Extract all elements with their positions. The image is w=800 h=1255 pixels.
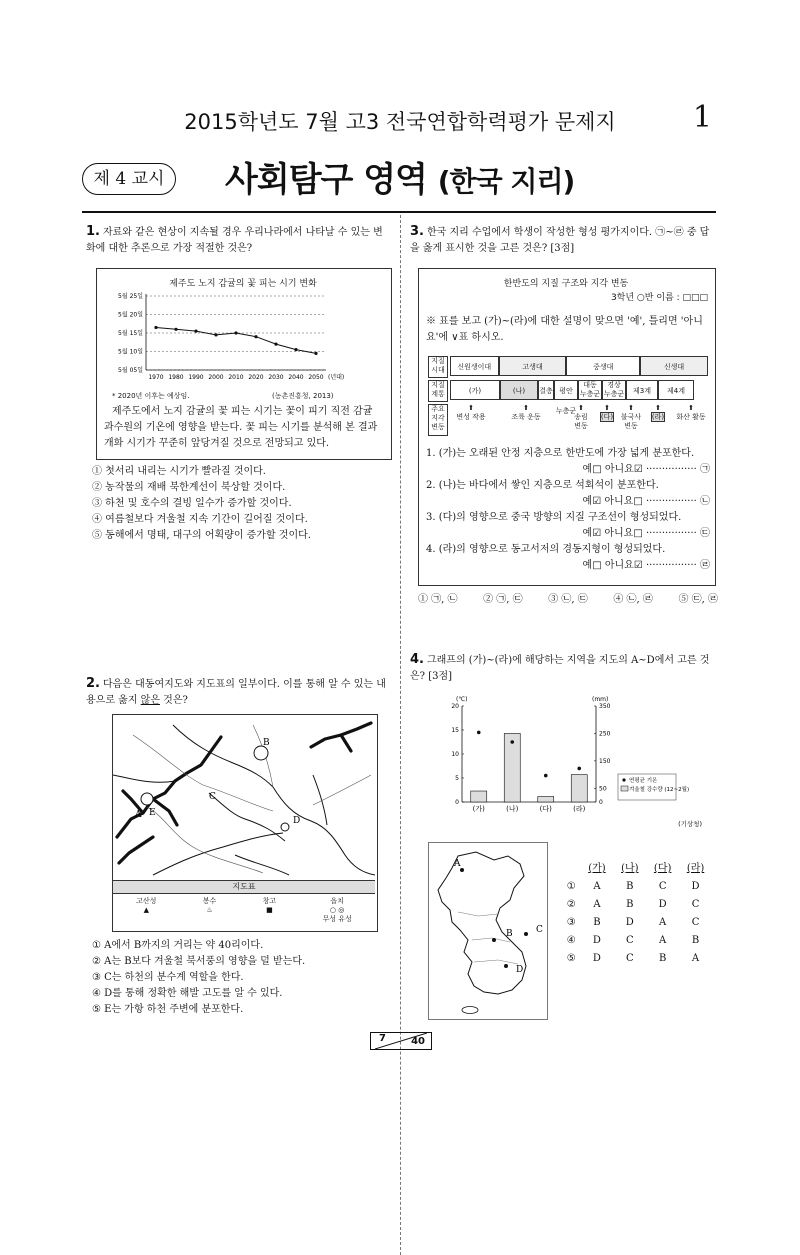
q4-climate-chart [440, 694, 710, 834]
legend-temp-label: 연평균 기온 [629, 778, 658, 784]
movement-7: ⬆ 화산 활동 [676, 404, 706, 421]
q4-choice-1[interactable] [562, 878, 712, 896]
cell: A [593, 899, 601, 910]
q4-col-ra: (라) [686, 863, 705, 874]
q2-stem [86, 676, 392, 709]
legend-storage [263, 896, 277, 924]
q4-choice-3-num: ③ [566, 917, 576, 928]
q1-choice-4[interactable]: ④ 여름철보다 겨울철 지속 기간이 길어질 것이다. [92, 514, 308, 525]
map-label-A: A [135, 810, 142, 820]
movement-3: ⬆ 송림 변동 [574, 404, 588, 430]
cell: C [625, 935, 634, 946]
legend-title: 지도표 [113, 881, 375, 894]
q3-choices [418, 592, 718, 608]
q3-choice-4[interactable]: ④ ㉡, ㉣ [613, 594, 653, 605]
cell: C [691, 899, 700, 910]
q1-choice-5[interactable]: ⑤ 동해에서 명태, 대구의 어획량이 증가할 것이다. [92, 530, 311, 541]
statement-4-answer[interactable]: 예□ 아니요☑ ················ ㉣ [582, 560, 710, 571]
q4-korea-map [428, 842, 548, 1020]
movement-2-label: 조륙 운동 [511, 413, 541, 421]
q4-choice-5[interactable] [562, 950, 712, 968]
y-right-tick: 250 [599, 730, 611, 738]
statement-2: 2. (나)는 바다에서 쌓인 지층으로 석회석이 분포한다. [426, 480, 659, 491]
cell: D [592, 935, 601, 946]
stratum-gap: 결층 [538, 380, 554, 400]
x-tick-label: 1980 [168, 374, 184, 381]
point-A [460, 868, 464, 872]
beacon-icon: ♨ [206, 906, 213, 914]
cell: B [593, 917, 601, 928]
x-tick-label: 2020 [248, 374, 264, 381]
y-right-tick: 0 [599, 799, 603, 806]
data-point [294, 348, 297, 351]
movement-7-label: 화산 활동 [676, 413, 706, 421]
legend-sub-no-wall: 무성 [322, 915, 337, 923]
stratum-quaternary: 제4계 [658, 380, 694, 400]
row-label-movement: 주요 지각 변동 [428, 404, 448, 436]
q4-number: 4. [410, 652, 424, 667]
q2-text-a: 다음은 대동여지도와 지도표의 일부이다. 이를 통해 알 수 있는 내용으로 옳지 [86, 679, 386, 706]
point-C [524, 932, 528, 936]
x-tick-label: 1990 [188, 374, 204, 381]
y-left-tick: 0 [455, 799, 459, 806]
q3-choice-3[interactable]: ③ ㉡, ㉢ [548, 594, 588, 605]
stratum-gyeongsang: 경상 누층군 [603, 381, 625, 398]
data-point [254, 335, 257, 338]
subject-title [225, 152, 574, 201]
q1-line-chart [100, 288, 390, 388]
korea-label-A: A [454, 859, 461, 869]
town-icons: ○ ◎ [329, 906, 345, 914]
map-label-E: E [149, 808, 156, 818]
stratum-pyeongan: 평안 누층군 [554, 380, 578, 400]
legend-town-label: 읍치 [330, 897, 344, 905]
q1-number: 1. [86, 224, 100, 239]
q1-choice-3[interactable]: ③ 하천 및 호수의 결빙 일수가 증가할 것이다. [92, 498, 292, 509]
movement-6: ⬆ (라) [651, 404, 665, 421]
q4-text: 그래프의 (가)~(라)에 해당하는 지역을 지도의 A~D에서 고른 것은? [3점] [410, 655, 710, 682]
x-category: (라) [573, 805, 586, 813]
era-4: 신생대 [640, 356, 708, 376]
statement-1-answer[interactable]: 예□ 아니요☑ ················ ㉠ [582, 464, 710, 475]
bar [471, 791, 487, 802]
q4-stem [410, 652, 716, 685]
exam-title: 2015학년도 7월 고3 전국연합학력평가 문제지 [184, 110, 616, 134]
q2-text-underline: 않은 [140, 695, 160, 706]
q4-col-na: (나) [621, 863, 639, 874]
q2-text-b: 것은? [160, 695, 188, 706]
session-label: 제 4 교시 [82, 163, 176, 195]
town-sub [323, 914, 352, 924]
chart-source: (기상청) [678, 820, 702, 828]
q2-choice-5[interactable]: ⑤ E는 가항 하천 주변에 분포한다. [92, 1004, 244, 1015]
cell: B [691, 935, 700, 946]
stratum-ga: (가) [450, 380, 500, 400]
q1-choice-1[interactable]: ① 첫서리 내리는 시기가 빨라질 것이다. [92, 466, 266, 477]
y-tick-label: 5월 10일 [118, 348, 143, 356]
data-point [214, 333, 217, 336]
q3-number: 3. [410, 224, 424, 239]
q1-chart-title: 제주도 노지 감귤의 꽃 피는 시기 변화 [169, 279, 317, 289]
statement-2-answer[interactable]: 예☑ 아니요□ ················ ㉡ [582, 496, 710, 507]
legend-fortress [136, 896, 156, 924]
statement-1: 1. (가)는 오래된 안정 지층으로 한반도에 가장 넓게 분포한다. [426, 448, 695, 459]
data-point [174, 328, 177, 331]
korea-label-B: B [506, 929, 513, 939]
cell: A [659, 935, 667, 946]
q4-choice-5-num: ⑤ [566, 953, 576, 964]
movement-6-label: (라) [651, 413, 665, 421]
era-3: 중생대 [566, 356, 640, 376]
movement-2: ⬆ 조륙 운동 [511, 404, 541, 421]
town-B [254, 746, 268, 760]
statement-3-answer[interactable]: 예☑ 아니요□ ················ ㉢ [582, 528, 710, 539]
q3-geo-table [428, 352, 708, 438]
legend-items [113, 896, 375, 924]
movement-1-label: 변성 작용 [456, 413, 486, 421]
cell: D [592, 953, 601, 964]
q2-choice-2[interactable]: ② A는 B보다 겨울철 북서풍의 영향을 덜 받는다. [92, 956, 306, 967]
y-right-tick: 150 [599, 757, 611, 765]
y-tick-label: 5월 25일 [118, 293, 143, 300]
era-2: 고생대 [499, 356, 567, 376]
data-point [194, 330, 197, 333]
x-tick-label: 2050 [308, 374, 324, 381]
temp-point [477, 731, 481, 735]
q1-passage: 제주도에서 노지 감귤의 꽃 피는 시기는 꽃이 피기 직전 감귤 과수원의 기온에 영향을 받는다. 꽃 피는 시기를 분석해 본 결과 개화 시기가 꾸준히 앞당겨질 것으로 전망되고 있다. [104, 406, 378, 449]
point-B [492, 938, 496, 942]
q3-stem [410, 224, 716, 257]
row-label-era: 지질 시대 [428, 356, 448, 378]
subject-sub: (한국 지리) [437, 165, 575, 198]
y-left-tick: 10 [451, 751, 459, 758]
movement-5: ⬆ 불국사 변동 [620, 404, 642, 430]
row-label-strata: 지질 계통 [428, 380, 448, 402]
q4-table-header [562, 860, 712, 878]
bar [571, 775, 587, 802]
q4-col-ga: (가) [588, 863, 606, 874]
legend-rain-label: 겨울철 강수량 (12~2월) [629, 787, 690, 793]
data-point [154, 326, 157, 329]
x-category: (다) [539, 805, 552, 813]
x-tick-label: 1970 [148, 374, 164, 381]
statement-4: 4. (라)의 영향으로 동고서저의 경동지형이 형성되었다. [426, 544, 666, 555]
movement-3-label: 송림 변동 [574, 413, 588, 430]
korea-label-D: D [516, 965, 524, 975]
x-tick-label: 2040 [288, 374, 304, 381]
y-left-unit: (℃) [456, 696, 468, 703]
temp-point [544, 774, 548, 778]
town-D [281, 823, 289, 831]
x-tick-label: 2000 [208, 374, 224, 381]
y-right-unit: (mm) [592, 696, 609, 703]
cell: A [691, 953, 700, 964]
cell: D [691, 881, 700, 892]
q3-sheet-name: 3학년 ○반 이름 : □□□ [610, 293, 708, 303]
page-counter [370, 1032, 432, 1050]
series-line [156, 327, 316, 353]
movement-5-label: 불국사 변동 [620, 413, 642, 430]
legend-rain-marker [621, 786, 628, 791]
bar [538, 797, 554, 802]
legend-sub-wall: 유성 [338, 915, 352, 923]
map-label-B: B [263, 738, 270, 748]
page-total: 40 [411, 1036, 425, 1047]
y-right-tick: 350 [599, 703, 611, 710]
q2-choice-4[interactable]: ④ D를 통해 정확한 해발 고도를 알 수 있다. [92, 988, 283, 999]
statement-3: 3. (다)의 영향으로 중국 방향의 지질 구조선이 형성되었다. [426, 512, 682, 523]
q3-instruction: ※ 표를 보고 (가)~(라)에 대한 설명이 맞으면 '예', 틀리면 '아니요'에 ∨표 하시오. [426, 316, 703, 343]
legend-beacon-label: 봉수 [202, 897, 217, 905]
x-tick-label: 2010 [228, 374, 244, 381]
fortress-icon: ▲ [143, 906, 149, 914]
q3-choice-5[interactable]: ⑤ ㉢, ㉣ [678, 594, 718, 605]
q3-choice-2[interactable]: ② ㉠, ㉢ [483, 594, 523, 605]
korea-label-C: C [536, 925, 543, 935]
q2-old-map [113, 715, 375, 880]
stratum-tertiary: 제3계 [626, 380, 658, 400]
cell: A [659, 917, 667, 928]
y-tick-label: 5월 20일 [118, 311, 143, 319]
data-point [314, 352, 317, 355]
q1-choice-2[interactable]: ② 농작물의 재배 북한계선이 북상할 것이다. [92, 482, 286, 493]
q2-choices [92, 938, 392, 1018]
legend-fortress-label: 고산성 [136, 897, 157, 905]
q3-statements [426, 446, 710, 574]
q1-text: 자료와 같은 현상이 지속될 경우 우리나라에서 나타날 수 있는 변화에 대한 추론으로 가장 적절한 것은? [86, 227, 383, 254]
q2-legend [113, 880, 375, 924]
mountain-ranges [117, 723, 371, 863]
era-1: 신원생이대 [450, 356, 499, 376]
map-label-C: C [209, 792, 216, 802]
q2-choice-3[interactable]: ③ C는 하천의 분수계 역할을 한다. [92, 972, 244, 983]
stratum-daedong: 대동 누층군 [579, 381, 601, 398]
cell: C [658, 881, 667, 892]
point-D [504, 964, 508, 968]
temp-point [510, 740, 514, 744]
q4-choice-2[interactable] [562, 896, 712, 914]
jeju-island [462, 1007, 478, 1014]
data-point [234, 331, 237, 334]
q2-number: 2. [86, 676, 100, 691]
legend-storage-label: 창고 [262, 897, 277, 905]
y-left-tick: 15 [451, 727, 459, 734]
data-point [274, 343, 277, 346]
movement-4: ⬆ (다) [600, 404, 614, 421]
legend-town [323, 896, 352, 924]
q1-choices [92, 464, 392, 544]
cell: B [658, 953, 667, 964]
legend-temp-marker [622, 778, 625, 781]
q1-source: (농촌진흥청, 2013) [272, 392, 334, 400]
cell: D [658, 899, 667, 910]
y-tick-label: 5월 15일 [118, 330, 143, 337]
y-left-tick: 5 [455, 775, 459, 782]
q4-choice-3[interactable] [562, 914, 712, 932]
town-A [141, 793, 153, 805]
q4-choice-4-num: ④ [566, 935, 576, 946]
cell: B [626, 881, 634, 892]
y-tick-label: 5월 05일 [118, 367, 143, 374]
y-right-tick: 50 [599, 785, 607, 793]
map-label-D: D [293, 816, 301, 826]
q3-sheet-title: 한반도의 지질 구조와 지각 변동 [503, 279, 629, 289]
legend-beacon [203, 896, 217, 924]
stratum-na: (나) [500, 380, 538, 400]
movement-1: ⬆ 변성 작용 [456, 404, 486, 421]
temp-point [577, 767, 581, 771]
movement-4-label: (다) [600, 413, 614, 421]
era-row [450, 356, 708, 376]
q3-choice-1[interactable]: ① ㉠, ㉡ [418, 594, 458, 605]
cell: B [626, 899, 634, 910]
x-category: (가) [472, 805, 485, 813]
x-tick-label: 2030 [268, 374, 284, 381]
x-category: (나) [506, 805, 519, 813]
cell: A [593, 881, 601, 892]
column-divider [400, 215, 401, 1255]
q4-choice-2-num: ② [566, 899, 576, 910]
q1-stem [86, 224, 392, 257]
page-number: 1 [692, 100, 712, 135]
storage-icon: ■ [266, 906, 273, 914]
x-axis-unit: (년대) [328, 374, 345, 381]
q4-choice-1-num: ① [566, 881, 576, 892]
cell: C [691, 917, 700, 928]
y-left-tick: 20 [451, 703, 459, 710]
q4-answer-table [562, 860, 712, 968]
q4-col-da: (다) [653, 863, 672, 874]
page-current: 7 [379, 1033, 386, 1044]
subject-main: 사회탐구 영역 [225, 160, 427, 200]
q1-note: * 2020년 이후는 예상임. [112, 392, 190, 400]
cell: D [625, 917, 634, 928]
q3-text: 한국 지리 수업에서 학생이 작성한 형성 평가지이다. ㉠~㉣ 중 답을 옳게 표시한 것을 고른 것은? [3점] [410, 227, 710, 254]
q4-choice-4[interactable] [562, 932, 712, 950]
header-rule [82, 211, 716, 213]
movement-row [450, 404, 708, 434]
roads [133, 725, 371, 873]
q2-choice-1[interactable]: ① A에서 B까지의 거리는 약 40리이다. [92, 940, 264, 951]
cell: C [625, 953, 634, 964]
